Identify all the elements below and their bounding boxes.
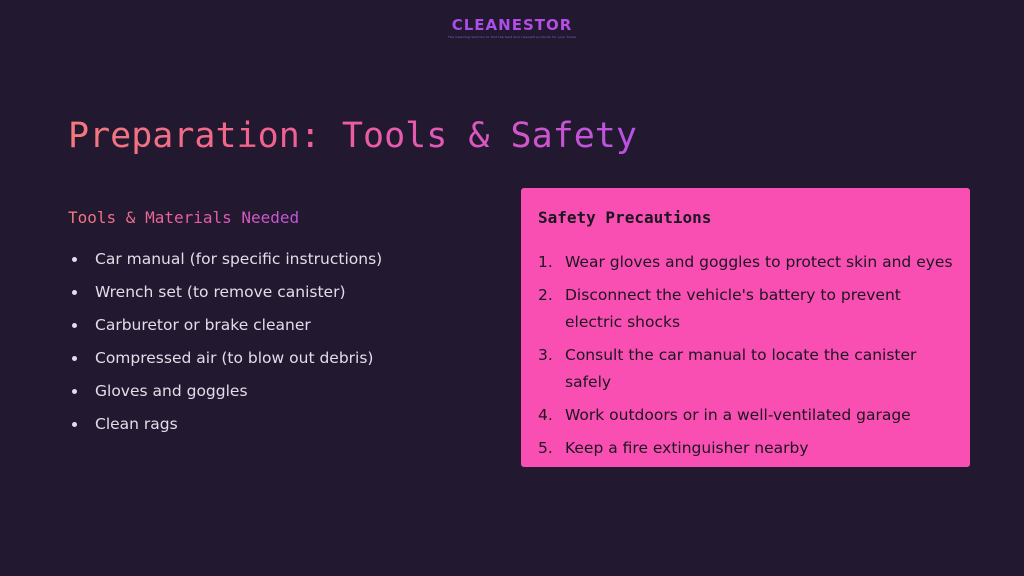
safety-list-item [538, 249, 957, 276]
safety-list [538, 249, 957, 468]
safety-list-item [538, 342, 957, 396]
safety-card [521, 188, 970, 467]
safety-list-item [538, 435, 957, 462]
safety-item-text: Work outdoors or in a well-ventilated garage [565, 406, 911, 424]
safety-list-item [538, 402, 957, 429]
safety-item-text: Disconnect the vehicle's battery to prevent electric shocks [565, 286, 901, 331]
tools-list-item: Carburetor or brake cleaner [95, 314, 382, 347]
safety-item-text: Wear gloves and goggles to protect skin and eyes [565, 253, 953, 271]
slide-title: Preparation: Tools & Safety [68, 112, 637, 160]
logo-wordmark: CLEANESTOR [0, 16, 1024, 34]
safety-item-text: Keep a fire extinguisher nearby [565, 439, 809, 457]
safety-item-number: 4. [538, 406, 553, 424]
tools-list-item: Car manual (for specific instructions) [95, 248, 382, 281]
safety-item-number: 1. [538, 253, 553, 271]
tools-list-item: Compressed air (to blow out debris) [95, 347, 382, 380]
tools-list [95, 248, 382, 446]
tools-list-item: Gloves and goggles [95, 380, 382, 413]
tools-heading: Tools & Materials Needed [68, 208, 300, 227]
brand-logo [0, 16, 1024, 39]
safety-item-number: 2. [538, 286, 553, 304]
logo-tagline: The Cleaning Solution to find the best and cleanest products for your home [447, 35, 577, 39]
safety-list-item [538, 282, 957, 336]
tools-list-item: Wrench set (to remove canister) [95, 281, 382, 314]
safety-item-text: Consult the car manual to locate the canister safely [565, 346, 917, 391]
safety-item-number: 3. [538, 346, 553, 364]
safety-item-number: 5. [538, 439, 553, 457]
safety-heading: Safety Precautions [538, 208, 712, 227]
tools-list-item: Clean rags [95, 413, 382, 446]
